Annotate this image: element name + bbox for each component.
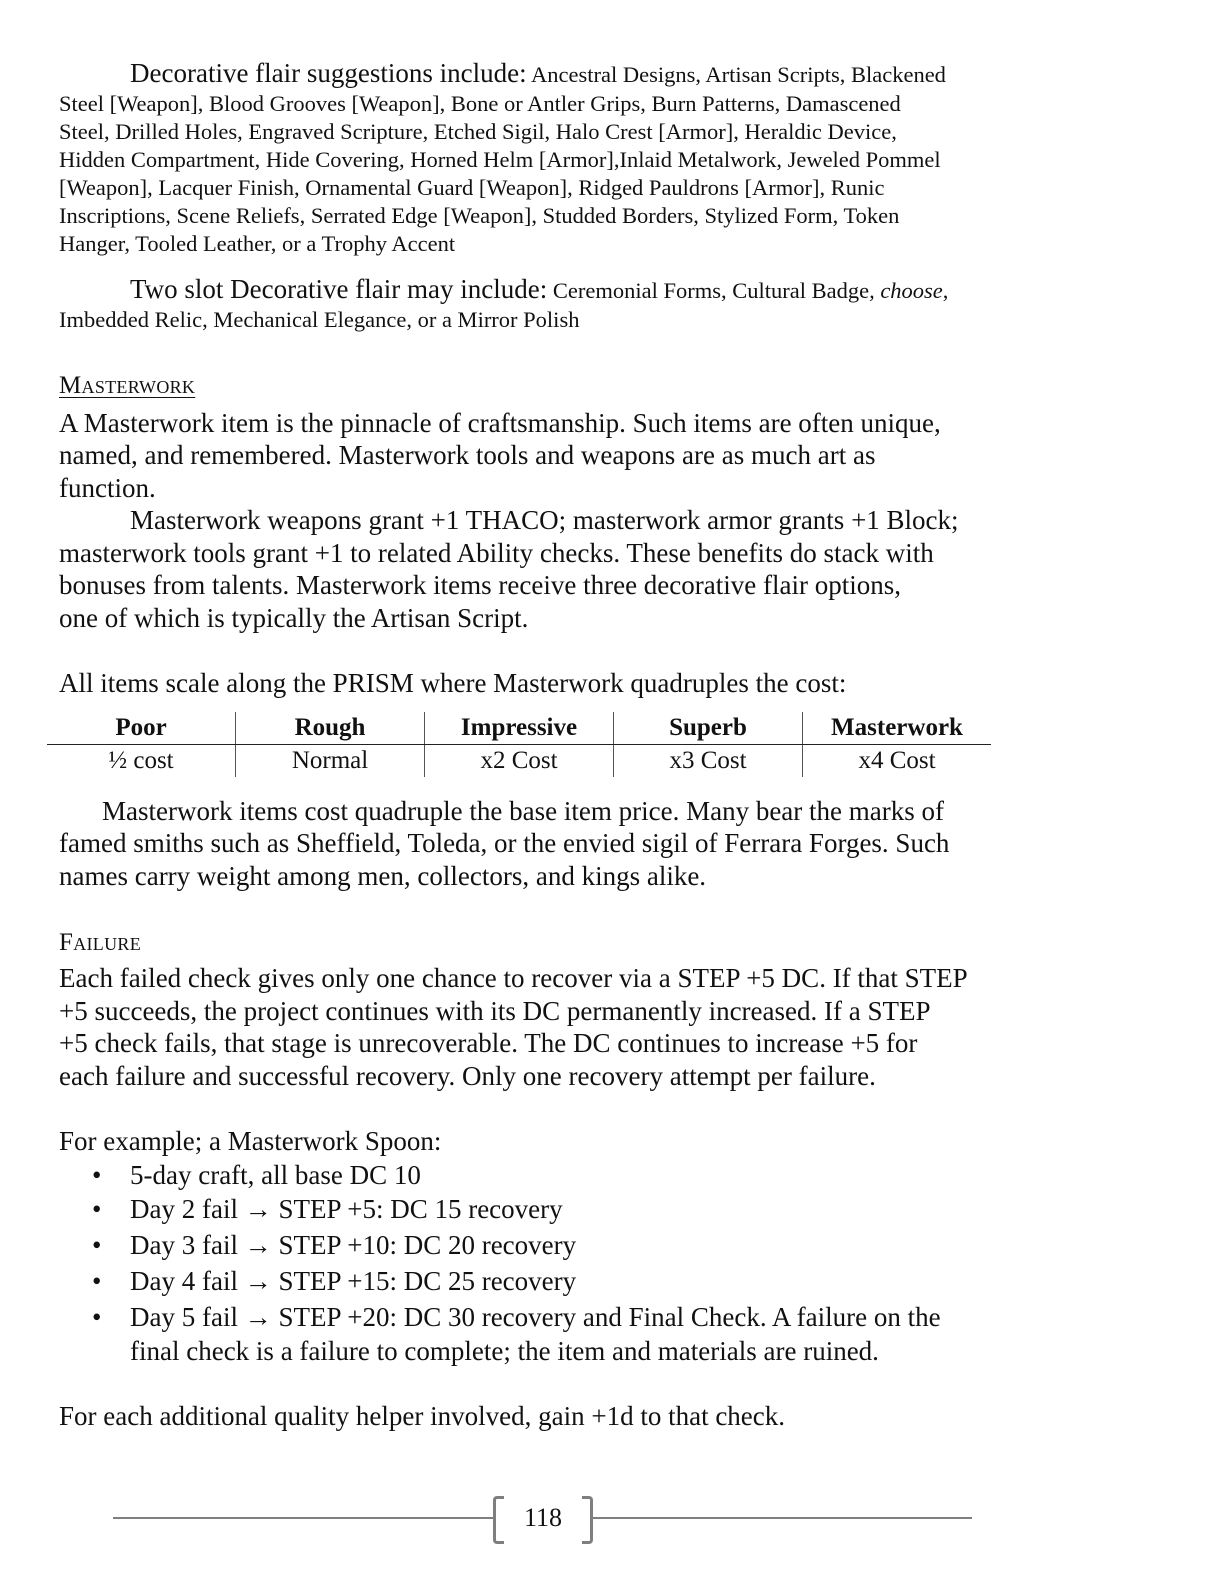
- two-slot-lead: Two slot Decorative flair may include:: [130, 274, 548, 304]
- masterwork-line: A Masterwork item is the pinnacle of craftsmanship. Such items are often unique,: [59, 408, 941, 438]
- masterwork-line: function.: [59, 473, 156, 503]
- failure-line: Each failed check gives only one chance to recover via a STEP +5 DC. If that STEP: [59, 963, 968, 993]
- example-intro: For example; a Masterwork Spoon:: [59, 1126, 442, 1156]
- table-row: [47, 745, 991, 778]
- decorative-line: Steel [Weapon], Blood Grooves [Weapon], Bone or Antler Grips, Burn Patterns, Damascened: [59, 91, 901, 116]
- scale-intro: All items scale along the PRISM where Masterwork quadruples the cost:: [59, 668, 847, 698]
- table-header-row: [47, 712, 991, 745]
- failure-heading: Failure: [59, 929, 141, 956]
- page-number: 118: [523, 1503, 563, 1532]
- list-item: 5-day craft, all base DC 10: [130, 1160, 421, 1190]
- masterwork-heading: Masterwork: [59, 372, 196, 399]
- decorative-line: Steel, Drilled Holes, Engraved Scripture, Etched Sigil, Halo Crest [Armor], Heraldic Device,: [59, 119, 897, 144]
- footer-rule-left: [113, 1517, 493, 1519]
- bullet-icon: •: [92, 1160, 102, 1190]
- table-cell: x3 Cost: [614, 745, 803, 778]
- table-header: Poor: [47, 712, 236, 745]
- two-slot-line-1: [130, 275, 948, 305]
- closing-line: For each additional quality helper involved, gain +1d to that check.: [59, 1401, 786, 1431]
- decorative-line-1: [130, 59, 946, 89]
- bullet-icon: •: [92, 1266, 102, 1296]
- masterwork-after-line: Masterwork items cost quadruple the base item price. Many bear the marks of: [102, 796, 944, 826]
- table-cell: Normal: [236, 745, 425, 778]
- decorative-line: [Weapon], Lacquer Finish, Ornamental Guard [Weapon], Ridged Pauldrons [Armor], Runic: [59, 175, 885, 200]
- list-item: Day 3 fail → STEP +10: DC 20 recovery: [130, 1230, 577, 1260]
- masterwork-after-line: famed smiths such as Sheffield, Toleda, or the envied sigil of Ferrara Forges. Such: [59, 828, 950, 858]
- masterwork-line: one of which is typically the Artisan Script.: [59, 603, 529, 633]
- two-slot-line-2: Imbedded Relic, Mechanical Elegance, or a Mirror Polish: [59, 307, 580, 332]
- decorative-lead: Decorative flair suggestions include:: [130, 58, 527, 88]
- table-cell: x4 Cost: [803, 745, 992, 778]
- bullet-icon: •: [92, 1230, 102, 1260]
- masterwork-line: Masterwork weapons grant +1 THACO; masterwork armor grants +1 Block;: [130, 505, 959, 535]
- masterwork-line: named, and remembered. Masterwork tools and weapons are as much art as: [59, 440, 876, 470]
- table-header: Superb: [614, 712, 803, 745]
- list-item: Day 4 fail → STEP +15: DC 25 recovery: [130, 1266, 577, 1296]
- table-header: Masterwork: [803, 712, 992, 745]
- table-cell: ½ cost: [108, 747, 174, 774]
- masterwork-line: bonuses from talents. Masterwork items receive three decorative flair options,: [59, 570, 901, 600]
- decorative-line: Hidden Compartment, Hide Covering, Horned Helm [Armor],Inlaid Metalwork, Jeweled Pommel: [59, 147, 941, 172]
- table-header: Impressive: [425, 712, 614, 745]
- prism-cost-table: [47, 712, 991, 777]
- footer-rule-right: [593, 1517, 972, 1519]
- masterwork-after-line: names carry weight among men, collectors, and kings alike.: [59, 861, 707, 891]
- masterwork-line: masterwork tools grant +1 to related Ability checks. These benefits do stack with: [59, 538, 934, 568]
- italic-text: , choose: [869, 278, 943, 303]
- failure-line: +5 succeeds, the project continues with its DC permanently increased. If a STEP: [59, 996, 931, 1026]
- table-cell: x2 Cost: [425, 745, 614, 778]
- failure-line: +5 check fails, that stage is unrecoverable. The DC continues to increase +5 for: [59, 1028, 918, 1058]
- table-header: Rough: [236, 712, 425, 745]
- list-item: Day 5 fail → STEP +20: DC 30 recovery and Final Check. A failure on the: [130, 1302, 941, 1332]
- text: ,: [942, 278, 949, 303]
- text: Ceremonial Forms, Cultural Badge: [547, 278, 870, 303]
- decorative-line: Hanger, Tooled Leather, or a Trophy Accent: [59, 231, 456, 256]
- decorative-line: Inscriptions, Scene Reliefs, Serrated Edge [Weapon], Studded Borders, Stylized Form, Token: [59, 203, 900, 228]
- list-item: Day 2 fail → STEP +5: DC 15 recovery: [130, 1194, 563, 1224]
- failure-line: each failure and successful recovery. Only one recovery attempt per failure.: [59, 1061, 876, 1091]
- bullet-icon: •: [92, 1302, 102, 1332]
- text: Ancestral Designs, Artisan Scripts, Blackened: [526, 62, 946, 87]
- list-item-continuation: final check is a failure to complete; the item and materials are ruined.: [130, 1336, 879, 1366]
- bullet-icon: •: [92, 1194, 102, 1224]
